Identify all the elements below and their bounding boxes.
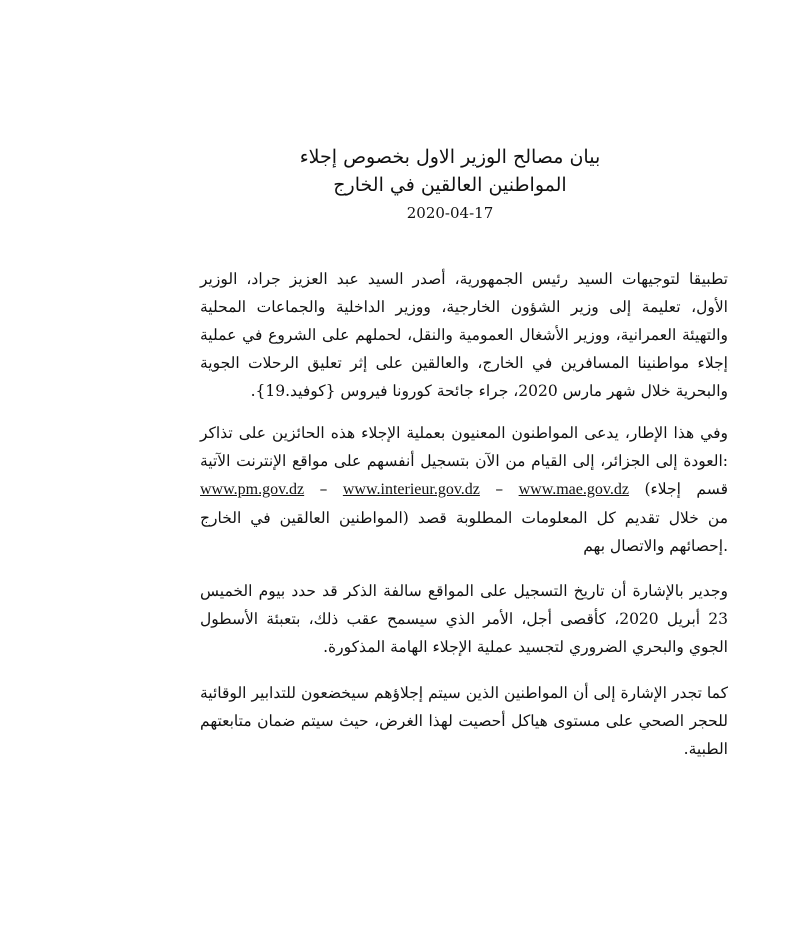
link-interieur-gov[interactable]: www.interieur.gov.dz [342,481,480,498]
title-line-1: بيان مصالح الوزير الاول بخصوص إجلاء [299,146,601,168]
paragraph-1: تطبيقا لتوجيهات السيد رئيس الجمهورية، أصدر السيد عبد العزيز جراد، الوزير الأول، تعليمة إلى وزير الشؤون الخارجية، ووزير الداخلية والجماعات المحلية والتهيئة العمرانية، ووزير الأشغال العمومية والنقل، لحملهم على الشروع في عملية إجلاء مواطنينا المسافرين في الخارج، والعالقين على إثر تعليق الرحلات الجوية والبحرية خلال شهر مارس 2020، جراء جائحة كورونا فيروس {كوفيد.19}. [200,270,728,400]
link-mae-gov[interactable]: www.mae.gov.dz [518,481,629,498]
paragraph-2: وفي هذا الإطار، يدعى المواطنون المعنيون بعملية الإجلاء هذه الحائزين على تذاكر العودة إلى الجزائر، إلى القيام من الآن بتسجيل أنفسهم على مواقع الإنترنت الآتية: www.pm.gov.dz – www.interieur.gov.dz – www.mae.gov.dz (قسم إجلاء المواطنين العالقين في الخارج) من خلال تقديم كل المعلومات المطلوبة قصد إحصائهم والاتصال بهم. [200,424,728,555]
paragraph-3: وجدير بالإشارة أن تاريخ التسجيل على المواقع سالفة الذكر قد حدد بيوم الخميس 23 أبريل 2020، كأقصى أجل، الأمر الذي سيسمح عقب ذلك، بتعبئة الأسطول الجوي والبحري الضروري لتجسيد عملية الإجلاء الهامة المذكورة. [200,582,728,656]
statement-date: 2020-04-17 [406,204,494,222]
statement-header [250,143,650,227]
paragraph-4: كما تجدر الإشارة إلى أن المواطنين الذين سيتم إجلاؤهم سيخضعون للتدابير الوقائية للحجر الصحي على مستوى هياكل أحصيت لهذا الغرض، حيث سيتم ضمان متابعتهم الطبية. [200,684,728,758]
title-line-2: المواطنين العالقين في الخارج [333,174,567,196]
link-pm-gov[interactable]: www.pm.gov.dz [200,481,305,498]
paragraph-2-outro: (قسم إجلاء المواطنين العالقين في الخارج) من خلال تقديم كل المعلومات المطلوبة قصد إحصائهم والاتصال بهم. [200,480,728,555]
statement-body [200,265,728,776]
paragraph-2-intro: وفي هذا الإطار، يدعى المواطنون المعنيون بعملية الإجلاء هذه الحائزين على تذاكر العودة إلى الجزائر، إلى القيام من الآن بتسجيل أنفسهم على مواقع الإنترنت الآتية: [200,424,728,470]
